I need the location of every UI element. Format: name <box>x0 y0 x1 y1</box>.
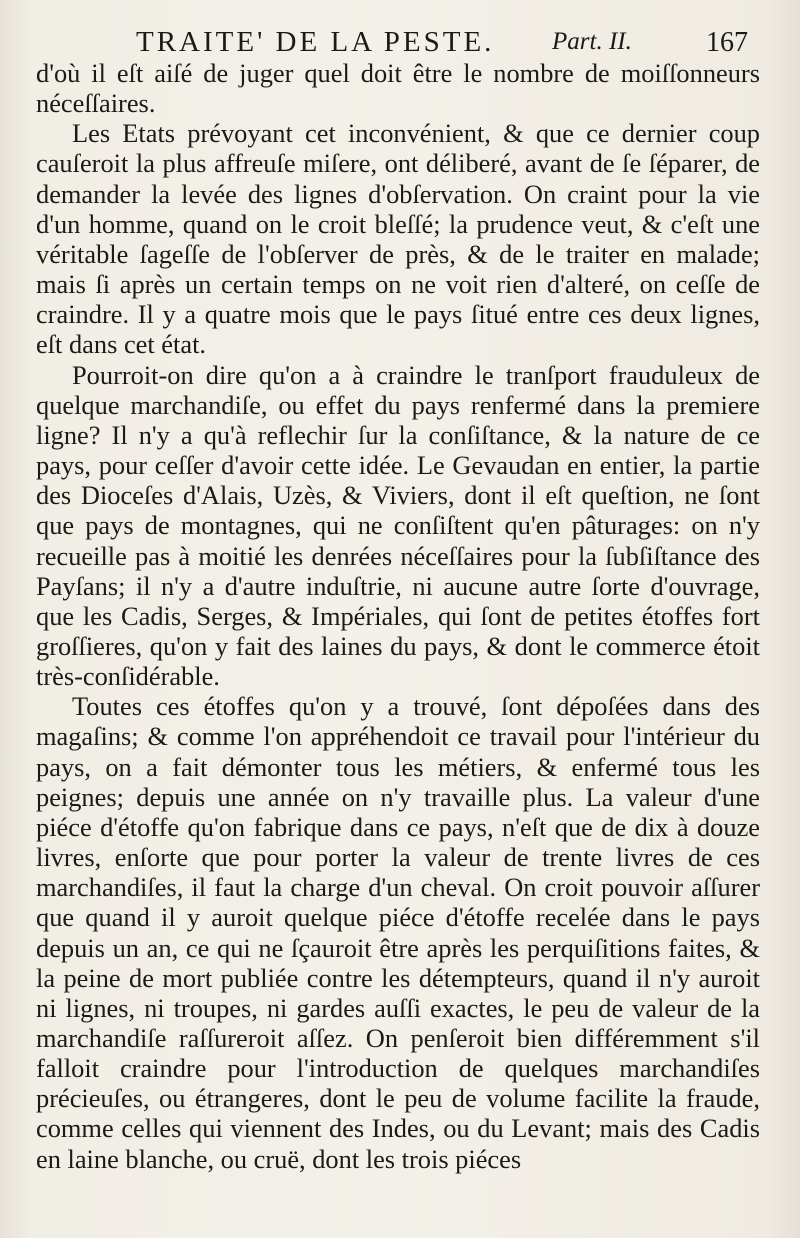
running-title: TRAITE' DE LA PESTE. <box>136 26 495 58</box>
paragraph: Pourroit-on dire qu'on a à craindre le tranſport frauduleux de quelque marchandiſe, ou effet du pays renfermé dans la premiere ligne? Il n'y a qu'à reflechir ſur la conſiſtance, & la nature de ce pays, pour ceſſer d'avoir cette idée. Le Gevaudan en entier, la partie des Dioceſes d'Alais, Uzès, & Viviers, dont il eſt queſtion, ne ſont que pays de montagnes, qui ne conſiſtent qu'en pâturages: on n'y recueille pas à moitié les denrées néceſſaires pour la ſubſiſtance des Payſans; il n'y a d'autre induſtrie, ni aucune autre ſorte d'ouvrage, que les Cadis, Serges, & Impériales, qui ſont de petites étoffes fort groſſieres, qu'on y fait des laines du pays, & dont le commerce étoit très-conſidérable. <box>36 359 760 692</box>
paragraph: Les Etats prévoyant cet inconvénient, & que ce dernier coup cauſeroit la plus affreuſe miſere, ont déliberé, avant de ſe ſéparer, de demander la levée des lignes d'obſervation. On craint pour la vie d'un homme, quand on le croit bleſſé; la prudence veut, & c'eſt une véritable ſageſſe de l'obſerver de près, & de le traiter en malade; mais ſi après un certain temps on ne voit rien d'alteré, on ceſſe de craindre. Il y a quatre mois que le pays ſitué entre ces deux lignes, eſt dans cet état. <box>36 118 760 360</box>
page-number: 167 <box>706 27 748 58</box>
part-label: Part. II. <box>552 28 632 55</box>
paragraph-continuation: d'où il eſt aiſé de juger quel doit être le nombre de moiſſonneurs néceſſaires. <box>36 58 760 119</box>
paragraph: Toutes ces étoffes qu'on y a trouvé, ſont dépoſées dans des magaſins; & comme l'on appréhendoit ce travail pour l'intérieur du pays, on a fait démonter tous les métiers, & enfermé tous les peignes; depuis une année on n'y travaille plus. La valeur d'une piéce d'étoffe qu'on fabrique dans ce pays, n'eſt que de dix à douze livres, enſorte que pour porter la valeur de trente livres de ces marchandiſes, il faut la charge d'un cheval. On croit pouvoir aſſurer que quand il y auroit quelque piéce d'étoffe recelée dans le pays depuis un an, ce qui ne ſçauroit être après les perquiſitions faites, & la peine de mort publiée contre les détempteurs, quand il n'y auroit ni lignes, ni troupes, ni gardes auſſi exactes, le peu de valeur de la marchandiſe raſſureroit aſſez. On penſeroit bien différemment s'il falloit craindre pour l'introduction de quelques marchandiſes précieuſes, ou étrangeres, dont le peu de volume facilite la fraude, comme celles qui viennent des Indes, ou du Levant; mais des Cadis en laine blanche, ou cruë, dont les trois piéces <box>36 691 760 1174</box>
body-text <box>36 58 760 1174</box>
